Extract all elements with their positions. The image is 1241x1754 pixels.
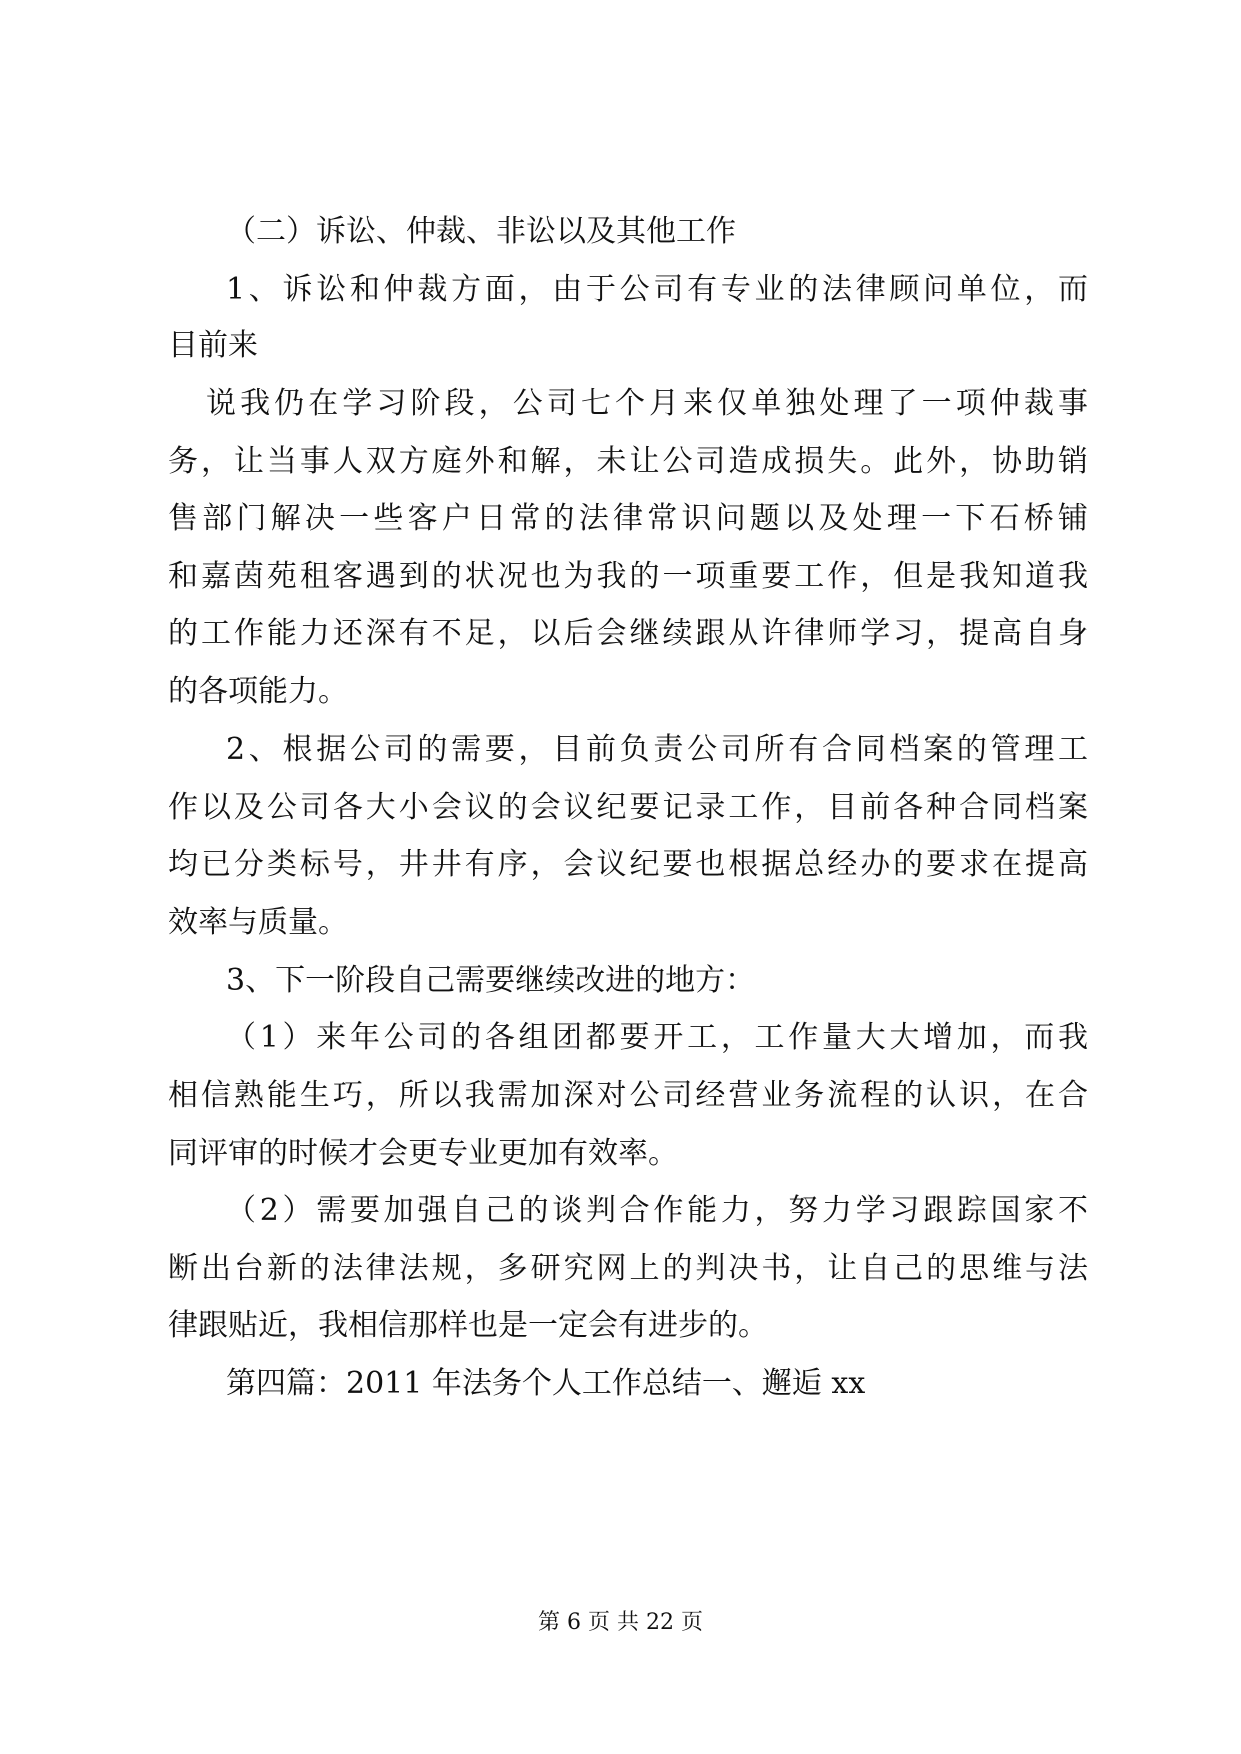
- paragraph-line: 的各项能力。: [168, 674, 348, 709]
- paragraph-line: 的工作能力还深有不足，以后会继续跟从许律师学习，提高自身: [168, 616, 1088, 651]
- paragraph-line: 和嘉茵苑租客遇到的状况也为我的一项重要工作，但是我知道我: [168, 559, 1088, 594]
- page-footer: 第 6 页 共 22 页: [538, 1610, 703, 1635]
- paragraph-line: 售部门解决一些客户日常的法律常识问题以及处理一下石桥铺: [168, 501, 1088, 536]
- paragraph-line: 1、诉讼和仲裁方面，由于公司有专业的法律顾问单位，而: [226, 272, 1088, 307]
- paragraph-line: 律跟贴近，我相信那样也是一定会有进步的。: [168, 1308, 768, 1343]
- paragraph-line: 务，让当事人双方庭外和解，未让公司造成损失。此外，协助销: [168, 444, 1088, 479]
- paragraph-line: 断出台新的法律法规，多研究网上的判决书，让自己的思维与法: [168, 1251, 1088, 1286]
- paragraph-line: 相信熟能生巧，所以我需加深对公司经营业务流程的认识，在合: [168, 1078, 1088, 1113]
- paragraph-line: 均已分类标号，井井有序，会议纪要也根据总经办的要求在提高: [168, 847, 1088, 882]
- paragraph-line: 2、根据公司的需要，目前负责公司所有合同档案的管理工: [226, 732, 1088, 767]
- paragraph-line: 同评审的时候才会更专业更加有效率。: [168, 1136, 678, 1171]
- paragraph-line: 目前来: [168, 328, 258, 363]
- paragraph-line: 作以及公司各大小会议的会议纪要记录工作，目前各种合同档案: [168, 790, 1088, 825]
- paragraph-line: 说我仍在学习阶段，公司七个月来仅单独处理了一项仲裁事: [206, 386, 1088, 421]
- paragraph-line: （1）来年公司的各组团都要开工，工作量大大增加，而我: [226, 1020, 1088, 1055]
- paragraph-line: 效率与质量。: [168, 905, 348, 940]
- section-heading: （二）诉讼、仲裁、非讼以及其他工作: [226, 214, 736, 249]
- paragraph-line: （2）需要加强自己的谈判合作能力，努力学习跟踪国家不: [226, 1193, 1088, 1228]
- next-section-heading: 第四篇：2011 年法务个人工作总结一、邂逅 xx: [226, 1366, 866, 1401]
- paragraph-line: 3、下一阶段自己需要继续改进的地方：: [226, 963, 756, 998]
